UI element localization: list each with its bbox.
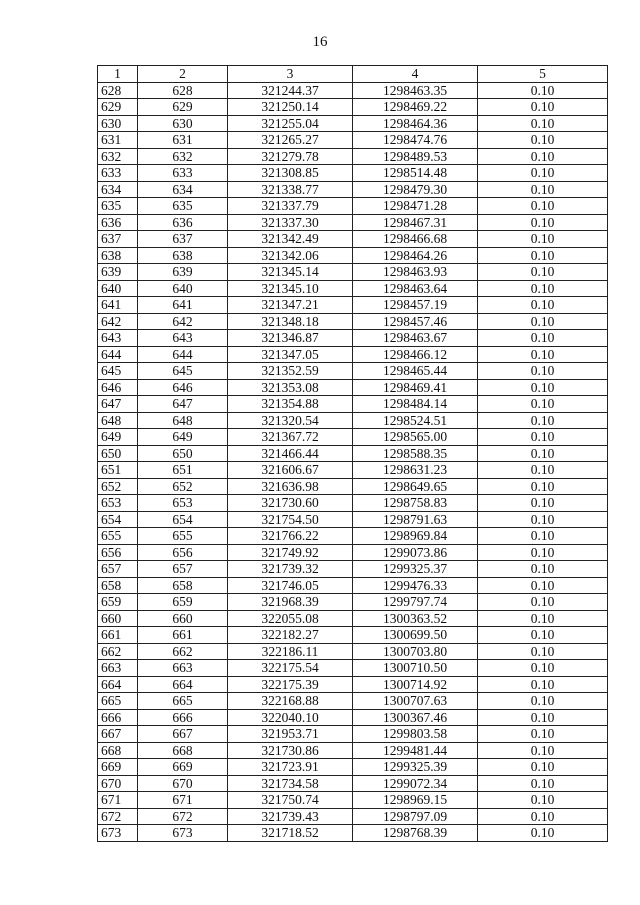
table-row: [98, 82, 608, 99]
table-cell-col-4: 1299803.58: [353, 726, 478, 743]
table-cell-col-3: 321255.04: [228, 115, 353, 132]
table-cell-col-2: 668: [138, 742, 228, 759]
table-row: [98, 330, 608, 347]
table-cell-col-1: 656: [98, 544, 138, 561]
table-cell-col-3: 321279.78: [228, 148, 353, 165]
table-row: [98, 379, 608, 396]
table-cell-col-3: 321968.39: [228, 594, 353, 611]
table-cell-col-3: 321320.54: [228, 412, 353, 429]
table-cell-col-3: 321730.60: [228, 495, 353, 512]
table-cell-col-1: 654: [98, 511, 138, 528]
table-row: [98, 231, 608, 248]
table-cell-col-5: 0.10: [478, 247, 608, 264]
table-cell-col-4: 1298457.19: [353, 297, 478, 314]
table-cell-col-5: 0.10: [478, 726, 608, 743]
table-cell-col-2: 672: [138, 808, 228, 825]
table-cell-col-1: 662: [98, 643, 138, 660]
table-cell-col-1: 639: [98, 264, 138, 281]
table-cell-col-4: 1298466.12: [353, 346, 478, 363]
table-cell-col-2: 650: [138, 445, 228, 462]
table-cell-col-2: 641: [138, 297, 228, 314]
table-row: [98, 577, 608, 594]
table-cell-col-4: 1298969.84: [353, 528, 478, 545]
table-cell-col-1: 628: [98, 82, 138, 99]
table-cell-col-4: 1299476.33: [353, 577, 478, 594]
table-cell-col-5: 0.10: [478, 643, 608, 660]
table-row: [98, 775, 608, 792]
table-cell-col-4: 1298463.64: [353, 280, 478, 297]
table-cell-col-2: 645: [138, 363, 228, 380]
table-cell-col-2: 651: [138, 462, 228, 479]
table-row: [98, 214, 608, 231]
table-cell-col-2: 661: [138, 627, 228, 644]
table-cell-col-5: 0.10: [478, 627, 608, 644]
table-cell-col-5: 0.10: [478, 693, 608, 710]
table-row: [98, 115, 608, 132]
table-row: [98, 99, 608, 116]
table-cell-col-4: 1299325.39: [353, 759, 478, 776]
table-cell-col-5: 0.10: [478, 214, 608, 231]
table-cell-col-1: 629: [98, 99, 138, 116]
page-number: 16: [312, 34, 328, 50]
table-cell-col-2: 648: [138, 412, 228, 429]
table-cell-col-1: 655: [98, 528, 138, 545]
table-cell-col-4: 1298463.93: [353, 264, 478, 281]
table-cell-col-4: 1298464.26: [353, 247, 478, 264]
table-cell-col-5: 0.10: [478, 99, 608, 116]
table-cell-col-1: 640: [98, 280, 138, 297]
table-cell-col-2: 646: [138, 379, 228, 396]
table-row: [98, 594, 608, 611]
table-cell-col-4: 1298467.31: [353, 214, 478, 231]
table-cell-col-4: 1299797.74: [353, 594, 478, 611]
table-cell-col-2: 649: [138, 429, 228, 446]
table-cell-col-2: 659: [138, 594, 228, 611]
table-cell-col-1: 652: [98, 478, 138, 495]
table-cell-col-5: 0.10: [478, 660, 608, 677]
table-cell-col-3: 322040.10: [228, 709, 353, 726]
table-row: [98, 528, 608, 545]
table-cell-col-3: 321345.10: [228, 280, 353, 297]
column-header-4: 4: [353, 66, 478, 83]
table-cell-col-4: 1298565.00: [353, 429, 478, 446]
table-cell-col-1: 634: [98, 181, 138, 198]
table-row: [98, 396, 608, 413]
table-row: [98, 132, 608, 149]
table-cell-col-1: 633: [98, 165, 138, 182]
table-cell-col-4: 1298463.35: [353, 82, 478, 99]
table-row: [98, 247, 608, 264]
table-cell-col-5: 0.10: [478, 297, 608, 314]
table-cell-col-4: 1298768.39: [353, 825, 478, 842]
table-row: [98, 429, 608, 446]
table-cell-col-5: 0.10: [478, 82, 608, 99]
table-cell-col-1: 665: [98, 693, 138, 710]
table-row: [98, 709, 608, 726]
table-cell-col-1: 649: [98, 429, 138, 446]
table-cell-col-5: 0.10: [478, 396, 608, 413]
table-cell-col-3: 321750.74: [228, 792, 353, 809]
table-cell-col-5: 0.10: [478, 544, 608, 561]
table-cell-col-1: 644: [98, 346, 138, 363]
table-cell-col-1: 661: [98, 627, 138, 644]
coordinates-table: [97, 65, 608, 842]
table-cell-col-3: 321308.85: [228, 165, 353, 182]
table-cell-col-4: 1298471.28: [353, 198, 478, 215]
table-cell-col-2: 655: [138, 528, 228, 545]
table-cell-col-1: 645: [98, 363, 138, 380]
table-cell-col-3: 321244.37: [228, 82, 353, 99]
table-cell-col-5: 0.10: [478, 198, 608, 215]
table-cell-col-1: 630: [98, 115, 138, 132]
table-cell-col-5: 0.10: [478, 759, 608, 776]
table-cell-col-4: 1300363.52: [353, 610, 478, 627]
table-cell-col-2: 660: [138, 610, 228, 627]
table-row: [98, 462, 608, 479]
table-cell-col-3: 321337.30: [228, 214, 353, 231]
table-cell-col-1: 637: [98, 231, 138, 248]
table-row: [98, 264, 608, 281]
table-cell-col-4: 1298457.46: [353, 313, 478, 330]
table-cell-col-5: 0.10: [478, 346, 608, 363]
table-cell-col-3: 321338.77: [228, 181, 353, 198]
table-cell-col-3: 321739.32: [228, 561, 353, 578]
table-cell-col-5: 0.10: [478, 511, 608, 528]
table-cell-col-2: 635: [138, 198, 228, 215]
table-row: [98, 198, 608, 215]
table-cell-col-1: 636: [98, 214, 138, 231]
table-cell-col-3: 321354.88: [228, 396, 353, 413]
table-cell-col-3: 321342.49: [228, 231, 353, 248]
table-cell-col-3: 322186.11: [228, 643, 353, 660]
table-row: [98, 759, 608, 776]
table-cell-col-2: 631: [138, 132, 228, 149]
table-row: [98, 825, 608, 842]
table-row: [98, 297, 608, 314]
table-cell-col-2: 652: [138, 478, 228, 495]
table-cell-col-2: 671: [138, 792, 228, 809]
table-cell-col-5: 0.10: [478, 313, 608, 330]
table-cell-col-3: 321347.21: [228, 297, 353, 314]
table-cell-col-3: 322175.39: [228, 676, 353, 693]
table-cell-col-3: 321746.05: [228, 577, 353, 594]
table-cell-col-1: 667: [98, 726, 138, 743]
table-cell-col-1: 670: [98, 775, 138, 792]
table-cell-col-1: 646: [98, 379, 138, 396]
table-cell-col-3: 321345.14: [228, 264, 353, 281]
table-cell-col-4: 1298649.65: [353, 478, 478, 495]
table-cell-col-3: 321739.43: [228, 808, 353, 825]
table-row: [98, 676, 608, 693]
table-cell-col-3: 322168.88: [228, 693, 353, 710]
table-cell-col-2: 665: [138, 693, 228, 710]
table-cell-col-4: 1300367.46: [353, 709, 478, 726]
table-cell-col-2: 636: [138, 214, 228, 231]
table-row: [98, 346, 608, 363]
table-cell-col-4: 1300707.63: [353, 693, 478, 710]
table-cell-col-5: 0.10: [478, 594, 608, 611]
table-cell-col-2: 640: [138, 280, 228, 297]
table-cell-col-5: 0.10: [478, 495, 608, 512]
table-cell-col-5: 0.10: [478, 577, 608, 594]
table-cell-col-1: 650: [98, 445, 138, 462]
table-cell-col-3: 321718.52: [228, 825, 353, 842]
column-header-5: 5: [478, 66, 608, 83]
table-cell-col-2: 632: [138, 148, 228, 165]
table-cell-col-4: 1298469.41: [353, 379, 478, 396]
table-cell-col-4: 1299073.86: [353, 544, 478, 561]
table-cell-col-5: 0.10: [478, 412, 608, 429]
table-cell-col-2: 634: [138, 181, 228, 198]
table-cell-col-5: 0.10: [478, 330, 608, 347]
table-row: [98, 643, 608, 660]
table-cell-col-3: 321466.44: [228, 445, 353, 462]
table-cell-col-1: 669: [98, 759, 138, 776]
table-cell-col-5: 0.10: [478, 742, 608, 759]
table-cell-col-5: 0.10: [478, 808, 608, 825]
table-body: [98, 82, 608, 841]
table-cell-col-1: 666: [98, 709, 138, 726]
table-row: [98, 445, 608, 462]
table-cell-col-2: 673: [138, 825, 228, 842]
table-row: [98, 561, 608, 578]
table-cell-col-2: 664: [138, 676, 228, 693]
table-cell-col-3: 321754.50: [228, 511, 353, 528]
table-cell-col-4: 1298791.63: [353, 511, 478, 528]
table-cell-col-4: 1298463.67: [353, 330, 478, 347]
table-cell-col-2: 656: [138, 544, 228, 561]
table-cell-col-4: 1300710.50: [353, 660, 478, 677]
table-cell-col-2: 669: [138, 759, 228, 776]
table-cell-col-1: 664: [98, 676, 138, 693]
table-cell-col-3: 322055.08: [228, 610, 353, 627]
table-cell-col-4: 1298489.53: [353, 148, 478, 165]
table-cell-col-4: 1298479.30: [353, 181, 478, 198]
table-cell-col-3: 321953.71: [228, 726, 353, 743]
table-cell-col-1: 638: [98, 247, 138, 264]
table-row: [98, 165, 608, 182]
table-row: [98, 181, 608, 198]
table-cell-col-3: 321730.86: [228, 742, 353, 759]
table-cell-col-4: 1298797.09: [353, 808, 478, 825]
table-cell-col-4: 1298514.48: [353, 165, 478, 182]
table-row: [98, 660, 608, 677]
table-cell-col-5: 0.10: [478, 610, 608, 627]
table-row: [98, 280, 608, 297]
table-cell-col-3: 321367.72: [228, 429, 353, 446]
table-cell-col-2: 643: [138, 330, 228, 347]
table-cell-col-5: 0.10: [478, 792, 608, 809]
table-cell-col-4: 1298588.35: [353, 445, 478, 462]
table-row: [98, 610, 608, 627]
table-cell-col-3: 321342.06: [228, 247, 353, 264]
table-cell-col-5: 0.10: [478, 132, 608, 149]
table-cell-col-3: 321723.91: [228, 759, 353, 776]
table-cell-col-4: 1300714.92: [353, 676, 478, 693]
table-cell-col-1: 641: [98, 297, 138, 314]
table-cell-col-1: 653: [98, 495, 138, 512]
table-cell-col-2: 662: [138, 643, 228, 660]
table-cell-col-5: 0.10: [478, 775, 608, 792]
table-cell-col-1: 631: [98, 132, 138, 149]
table-cell-col-1: 663: [98, 660, 138, 677]
table-cell-col-5: 0.10: [478, 676, 608, 693]
table-cell-col-4: 1299325.37: [353, 561, 478, 578]
table-row: [98, 808, 608, 825]
table-row: [98, 478, 608, 495]
column-header-3: 3: [228, 66, 353, 83]
table-cell-col-2: 644: [138, 346, 228, 363]
table-cell-col-4: 1298631.23: [353, 462, 478, 479]
table-cell-col-2: 653: [138, 495, 228, 512]
table-cell-col-5: 0.10: [478, 280, 608, 297]
table-header-row: [98, 66, 608, 83]
table-cell-col-1: 632: [98, 148, 138, 165]
table-cell-col-2: 654: [138, 511, 228, 528]
table-cell-col-4: 1298758.83: [353, 495, 478, 512]
column-header-2: 2: [138, 66, 228, 83]
table-cell-col-4: 1299072.34: [353, 775, 478, 792]
table-cell-col-4: 1298524.51: [353, 412, 478, 429]
table-cell-col-1: 673: [98, 825, 138, 842]
table-cell-col-4: 1299481.44: [353, 742, 478, 759]
table-cell-col-4: 1300699.50: [353, 627, 478, 644]
table-cell-col-5: 0.10: [478, 429, 608, 446]
table-cell-col-3: 321353.08: [228, 379, 353, 396]
table-cell-col-5: 0.10: [478, 709, 608, 726]
table-cell-col-3: 321636.98: [228, 478, 353, 495]
table-cell-col-3: 321606.67: [228, 462, 353, 479]
table-row: [98, 627, 608, 644]
table-cell-col-1: 672: [98, 808, 138, 825]
table-cell-col-1: 642: [98, 313, 138, 330]
column-header-1: 1: [98, 66, 138, 83]
table-cell-col-1: 647: [98, 396, 138, 413]
table-cell-col-5: 0.10: [478, 528, 608, 545]
table-cell-col-4: 1298474.76: [353, 132, 478, 149]
table-cell-col-2: 647: [138, 396, 228, 413]
table-cell-col-3: 321250.14: [228, 99, 353, 116]
table-cell-col-2: 666: [138, 709, 228, 726]
table-cell-col-5: 0.10: [478, 445, 608, 462]
table-row: [98, 148, 608, 165]
table-cell-col-2: 633: [138, 165, 228, 182]
table-cell-col-5: 0.10: [478, 264, 608, 281]
table-cell-col-2: 642: [138, 313, 228, 330]
table-cell-col-3: 321766.22: [228, 528, 353, 545]
table-cell-col-1: 660: [98, 610, 138, 627]
table-row: [98, 693, 608, 710]
table-cell-col-1: 659: [98, 594, 138, 611]
table-cell-col-1: 668: [98, 742, 138, 759]
table-cell-col-3: 321734.58: [228, 775, 353, 792]
table-cell-col-5: 0.10: [478, 165, 608, 182]
table-cell-col-4: 1298464.36: [353, 115, 478, 132]
table-cell-col-2: 629: [138, 99, 228, 116]
table-row: [98, 363, 608, 380]
table-cell-col-4: 1298466.68: [353, 231, 478, 248]
table-cell-col-1: 643: [98, 330, 138, 347]
table-row: [98, 313, 608, 330]
table-cell-col-4: 1298484.14: [353, 396, 478, 413]
table-cell-col-2: 637: [138, 231, 228, 248]
table-cell-col-5: 0.10: [478, 231, 608, 248]
table-cell-col-2: 630: [138, 115, 228, 132]
table-cell-col-2: 667: [138, 726, 228, 743]
table-cell-col-5: 0.10: [478, 825, 608, 842]
table-cell-col-4: 1298969.15: [353, 792, 478, 809]
table-cell-col-3: 321347.05: [228, 346, 353, 363]
table-cell-col-5: 0.10: [478, 478, 608, 495]
table-cell-col-4: 1298465.44: [353, 363, 478, 380]
table-cell-col-3: 321346.87: [228, 330, 353, 347]
table-cell-col-5: 0.10: [478, 115, 608, 132]
table-cell-col-3: 321352.59: [228, 363, 353, 380]
table-row: [98, 742, 608, 759]
table-cell-col-3: 321348.18: [228, 313, 353, 330]
table-cell-col-2: 663: [138, 660, 228, 677]
table-cell-col-2: 658: [138, 577, 228, 594]
table-row: [98, 495, 608, 512]
table-cell-col-1: 658: [98, 577, 138, 594]
table-cell-col-4: 1298469.22: [353, 99, 478, 116]
table-row: [98, 412, 608, 429]
table-cell-col-3: 321265.27: [228, 132, 353, 149]
table-cell-col-2: 639: [138, 264, 228, 281]
table-cell-col-1: 651: [98, 462, 138, 479]
table-cell-col-3: 321337.79: [228, 198, 353, 215]
table-cell-col-5: 0.10: [478, 363, 608, 380]
table-row: [98, 544, 608, 561]
table-cell-col-1: 648: [98, 412, 138, 429]
table-cell-col-1: 671: [98, 792, 138, 809]
table-cell-col-5: 0.10: [478, 561, 608, 578]
table-cell-col-2: 657: [138, 561, 228, 578]
table-cell-col-3: 322175.54: [228, 660, 353, 677]
table-cell-col-5: 0.10: [478, 379, 608, 396]
table-cell-col-2: 638: [138, 247, 228, 264]
table-cell-col-3: 321749.92: [228, 544, 353, 561]
table-row: [98, 792, 608, 809]
table-row: [98, 511, 608, 528]
table-cell-col-2: 628: [138, 82, 228, 99]
table-cell-col-1: 635: [98, 198, 138, 215]
table-cell-col-5: 0.10: [478, 181, 608, 198]
table-cell-col-5: 0.10: [478, 462, 608, 479]
table-cell-col-4: 1300703.80: [353, 643, 478, 660]
table-cell-col-2: 670: [138, 775, 228, 792]
table-cell-col-1: 657: [98, 561, 138, 578]
table-cell-col-3: 322182.27: [228, 627, 353, 644]
table-cell-col-5: 0.10: [478, 148, 608, 165]
table-row: [98, 726, 608, 743]
